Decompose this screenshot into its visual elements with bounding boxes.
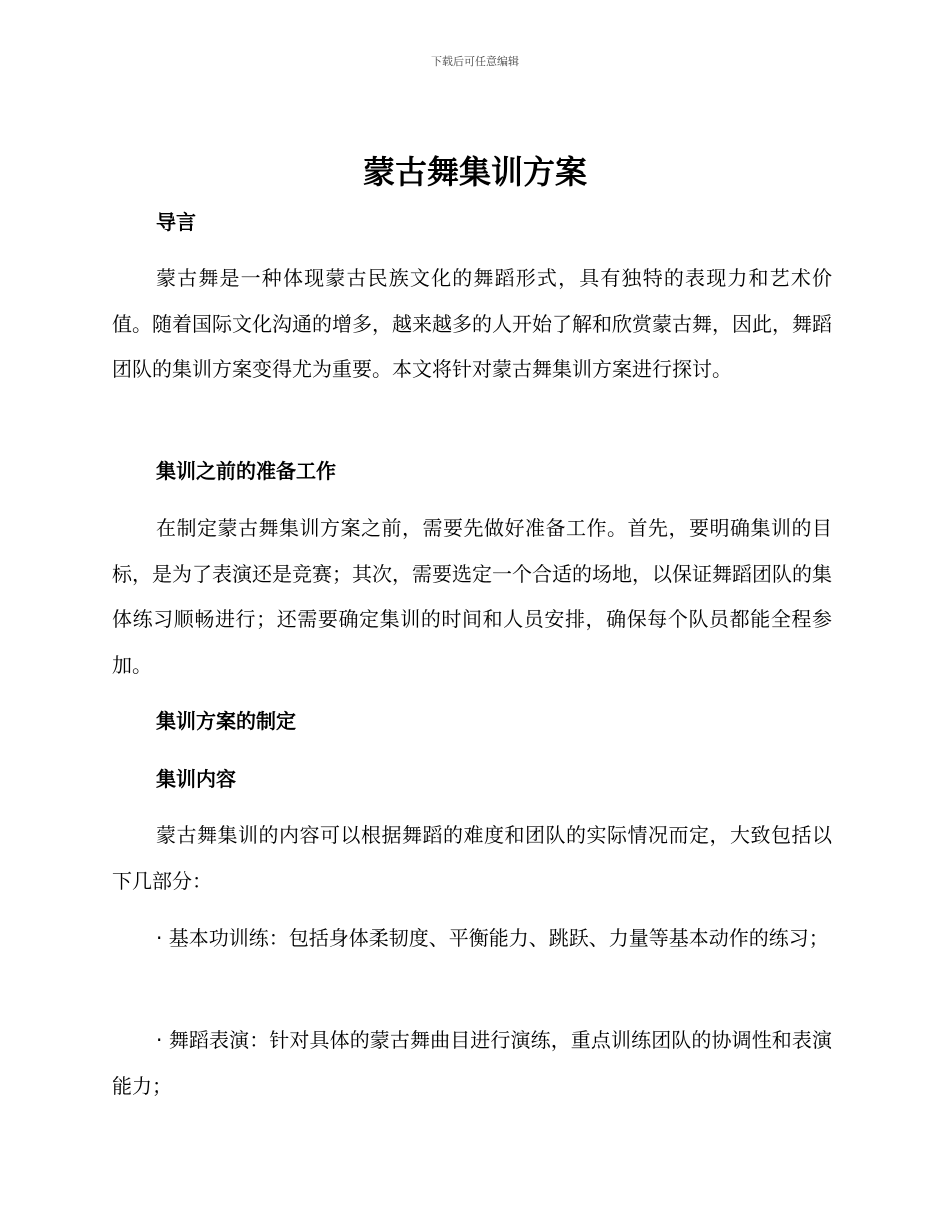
- section-heading-content: 集训内容: [156, 767, 236, 791]
- section-paragraph-intro: 蒙古舞是一种体现蒙古民族文化的舞蹈形式，具有独特的表现力和艺术价值。随着国际文化沟通的增多，越来越多的人开始了解和欣赏蒙古舞，因此，舞蹈团队的集训方案变得尤为重要。本文将针对蒙古舞集训方案进行探讨。: [112, 266, 832, 381]
- section-heading-plan: 集训方案的制定: [156, 709, 296, 733]
- list-item-dance-performance: · 舞蹈表演：针对具体的蒙古舞曲目进行演练，重点训练团队的协调性和表演能力；: [112, 1028, 832, 1098]
- page-header-note: 下载后可任意编辑: [431, 55, 519, 68]
- section-heading-preparation: 集训之前的准备工作: [156, 459, 336, 483]
- section-paragraph-content: 蒙古舞集训的内容可以根据舞蹈的难度和团队的实际情况而定，大致包括以下几部分：: [112, 823, 832, 893]
- list-item-basic-training: · 基本功训练：包括身体柔韧度、平衡能力、跳跃、力量等基本动作的练习；: [156, 926, 829, 950]
- document-title: 蒙古舞集训方案: [362, 153, 587, 191]
- section-heading-intro: 导言: [156, 210, 196, 234]
- section-paragraph-preparation: 在制定蒙古舞集训方案之前，需要先做好准备工作。首先，要明确集训的目标，是为了表演还是竞赛；其次，需要选定一个合适的场地，以保证舞蹈团队的集体练习顺畅进行；还需要确定集训的时间和人员安排，确保每个队员都能全程参加。: [112, 516, 832, 677]
